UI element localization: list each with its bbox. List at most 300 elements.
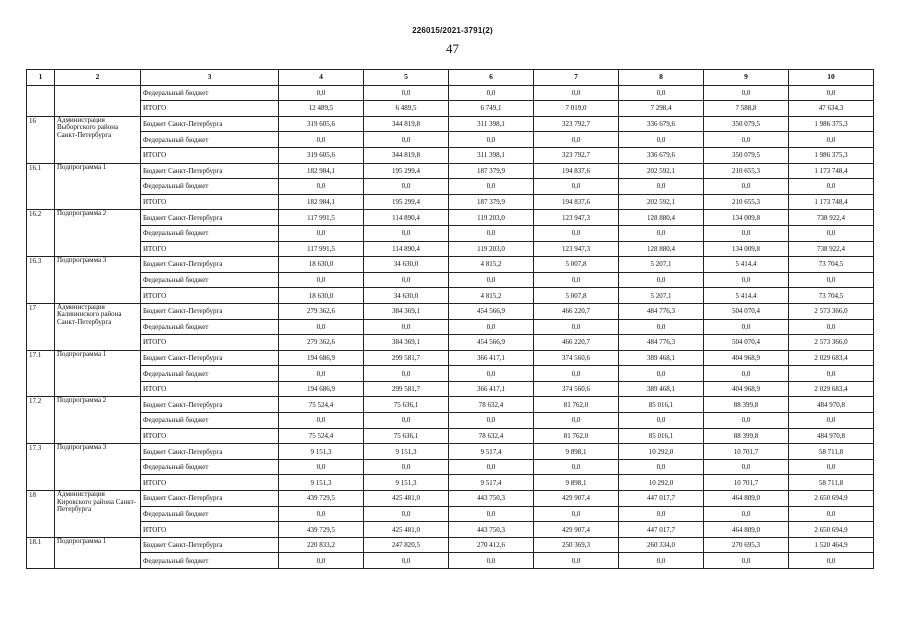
amount-cell: 194 686,9 <box>279 350 364 366</box>
amount-cell: 9 151,3 <box>279 444 364 460</box>
amount-cell: 119 203,0 <box>449 241 534 257</box>
amount-cell: 194 837,6 <box>534 163 619 179</box>
amount-cell: 464 809,0 <box>704 522 789 538</box>
amount-cell: 0,0 <box>279 506 364 522</box>
table-row <box>27 506 874 522</box>
amount-cell: 0,0 <box>619 506 704 522</box>
amount-cell: 0,0 <box>619 179 704 195</box>
amount-cell: 34 630,0 <box>364 257 449 273</box>
amount-cell: 0,0 <box>364 459 449 475</box>
amount-cell: 0,0 <box>619 319 704 335</box>
amount-cell: 0,0 <box>449 319 534 335</box>
amount-cell: 504 070,4 <box>704 335 789 351</box>
amount-cell: 0,0 <box>789 272 874 288</box>
amount-cell: 366 417,1 <box>449 381 534 397</box>
amount-cell: 5 414,4 <box>704 257 789 273</box>
item-name-cell: Подпрограмма 2 <box>55 210 141 257</box>
amount-cell: 5 007,8 <box>534 257 619 273</box>
amount-cell: 0,0 <box>364 179 449 195</box>
table-row <box>27 241 874 257</box>
amount-cell: 10 292,0 <box>619 444 704 460</box>
funding-source-cell: Бюджет Санкт-Петербурга <box>141 163 279 179</box>
amount-cell: 279 362,6 <box>279 303 364 319</box>
amount-cell: 58 711,8 <box>789 444 874 460</box>
table-row <box>27 179 874 195</box>
column-number-header-row <box>27 70 874 86</box>
funding-source-cell: Федеральный бюджет <box>141 553 279 569</box>
amount-cell: 447 017,7 <box>619 522 704 538</box>
amount-cell: 0,0 <box>364 272 449 288</box>
amount-cell: 0,0 <box>449 366 534 382</box>
amount-cell: 78 632,4 <box>449 397 534 413</box>
amount-cell: 81 762,0 <box>534 428 619 444</box>
amount-cell: 350 079,5 <box>704 147 789 163</box>
funding-source-cell: Федеральный бюджет <box>141 413 279 429</box>
amount-cell: 0,0 <box>534 272 619 288</box>
amount-cell: 0,0 <box>534 459 619 475</box>
amount-cell: 0,0 <box>279 85 364 101</box>
amount-cell: 5 207,1 <box>619 257 704 273</box>
amount-cell: 2 650 694,9 <box>789 522 874 538</box>
funding-source-cell: Федеральный бюджет <box>141 459 279 475</box>
amount-cell: 0,0 <box>619 225 704 241</box>
amount-cell: 0,0 <box>364 366 449 382</box>
funding-source-cell: ИТОГО <box>141 241 279 257</box>
amount-cell: 311 398,1 <box>449 116 534 132</box>
table-row <box>27 85 874 101</box>
amount-cell: 0,0 <box>279 413 364 429</box>
amount-cell: 10 292,0 <box>619 475 704 491</box>
amount-cell: 439 729,5 <box>279 491 364 507</box>
amount-cell: 384 369,1 <box>364 335 449 351</box>
amount-cell: 75 636,1 <box>364 428 449 444</box>
item-name-cell: Администрация Кировского района Санкт-Петербурга <box>55 491 141 538</box>
amount-cell: 0,0 <box>619 413 704 429</box>
amount-cell: 484 776,3 <box>619 303 704 319</box>
amount-cell: 0,0 <box>789 85 874 101</box>
funding-source-cell: ИТОГО <box>141 428 279 444</box>
amount-cell: 210 655,3 <box>704 194 789 210</box>
amount-cell: 0,0 <box>449 553 534 569</box>
amount-cell: 202 592,1 <box>619 163 704 179</box>
amount-cell: 123 947,3 <box>534 210 619 226</box>
table-row <box>27 537 874 553</box>
amount-cell: 47 634,3 <box>789 101 874 117</box>
funding-source-cell: Бюджет Санкт-Петербурга <box>141 444 279 460</box>
column-header: 10 <box>789 70 874 86</box>
item-number-cell: 17 <box>27 303 55 350</box>
page-number: 47 <box>446 41 459 56</box>
amount-cell: 311 398,1 <box>449 147 534 163</box>
table-row <box>27 366 874 382</box>
table-row <box>27 522 874 538</box>
amount-cell: 18 630,0 <box>279 288 364 304</box>
funding-source-cell: ИТОГО <box>141 194 279 210</box>
amount-cell: 319 605,6 <box>279 116 364 132</box>
amount-cell: 0,0 <box>704 319 789 335</box>
amount-cell: 128 880,4 <box>619 241 704 257</box>
amount-cell: 504 070,4 <box>704 303 789 319</box>
funding-source-cell: Бюджет Санкт-Петербурга <box>141 350 279 366</box>
amount-cell: 0,0 <box>364 413 449 429</box>
amount-cell: 0,0 <box>449 506 534 522</box>
amount-cell: 0,0 <box>364 553 449 569</box>
funding-source-cell: Бюджет Санкт-Петербурга <box>141 303 279 319</box>
amount-cell: 9 151,3 <box>364 475 449 491</box>
amount-cell: 4 815,2 <box>449 257 534 273</box>
item-name-cell: Подпрограмма 2 <box>55 397 141 444</box>
amount-cell: 484 776,3 <box>619 335 704 351</box>
funding-source-cell: Федеральный бюджет <box>141 132 279 148</box>
amount-cell: 0,0 <box>789 366 874 382</box>
funding-source-cell: Федеральный бюджет <box>141 225 279 241</box>
amount-cell: 0,0 <box>704 459 789 475</box>
table-row <box>27 132 874 148</box>
amount-cell: 0,0 <box>619 553 704 569</box>
amount-cell: 2 573 366,0 <box>789 303 874 319</box>
amount-cell: 0,0 <box>279 272 364 288</box>
amount-cell: 7 019,0 <box>534 101 619 117</box>
amount-cell: 9 898,1 <box>534 444 619 460</box>
amount-cell: 78 632,4 <box>449 428 534 444</box>
table-row <box>27 428 874 444</box>
funding-source-cell: ИТОГО <box>141 101 279 117</box>
amount-cell: 134 009,8 <box>704 241 789 257</box>
item-number-cell: 17.1 <box>27 350 55 397</box>
amount-cell: 210 655,3 <box>704 163 789 179</box>
table-row <box>27 459 874 475</box>
amount-cell: 466 220,7 <box>534 303 619 319</box>
amount-cell: 0,0 <box>789 225 874 241</box>
amount-cell: 454 566,9 <box>449 303 534 319</box>
amount-cell: 7 588,8 <box>704 101 789 117</box>
amount-cell: 9 151,3 <box>364 444 449 460</box>
amount-cell: 250 369,3 <box>534 537 619 553</box>
item-name-cell: Подпрограмма 3 <box>55 257 141 304</box>
amount-cell: 0,0 <box>704 179 789 195</box>
funding-source-cell: ИТОГО <box>141 335 279 351</box>
funding-source-cell: ИТОГО <box>141 147 279 163</box>
amount-cell: 1 986 375,3 <box>789 147 874 163</box>
amount-cell: 2 573 366,0 <box>789 335 874 351</box>
amount-cell: 85 016,1 <box>619 428 704 444</box>
amount-cell: 81 762,0 <box>534 397 619 413</box>
amount-cell: 0,0 <box>279 319 364 335</box>
amount-cell: 9 898,1 <box>534 475 619 491</box>
amount-cell: 443 750,3 <box>449 522 534 538</box>
amount-cell: 0,0 <box>534 132 619 148</box>
amount-cell: 117 991,5 <box>279 210 364 226</box>
column-header: 5 <box>364 70 449 86</box>
amount-cell: 0,0 <box>364 85 449 101</box>
amount-cell: 0,0 <box>449 413 534 429</box>
amount-cell: 0,0 <box>534 413 619 429</box>
column-header: 9 <box>704 70 789 86</box>
amount-cell: 10 701,7 <box>704 444 789 460</box>
amount-cell: 0,0 <box>279 459 364 475</box>
funding-source-cell: Федеральный бюджет <box>141 319 279 335</box>
funding-source-cell: Федеральный бюджет <box>141 179 279 195</box>
funding-source-cell: ИТОГО <box>141 381 279 397</box>
funding-source-cell: ИТОГО <box>141 475 279 491</box>
amount-cell: 0,0 <box>364 319 449 335</box>
amount-cell: 195 299,4 <box>364 163 449 179</box>
amount-cell: 429 907,4 <box>534 522 619 538</box>
table-row <box>27 475 874 491</box>
amount-cell: 1 173 748,4 <box>789 163 874 179</box>
amount-cell: 195 299,4 <box>364 194 449 210</box>
amount-cell: 0,0 <box>619 272 704 288</box>
amount-cell: 0,0 <box>704 225 789 241</box>
amount-cell: 73 704,5 <box>789 257 874 273</box>
amount-cell: 75 524,4 <box>279 428 364 444</box>
amount-cell: 187 379,9 <box>449 194 534 210</box>
amount-cell: 443 750,3 <box>449 491 534 507</box>
item-number-cell: 18 <box>27 491 55 538</box>
amount-cell: 0,0 <box>279 366 364 382</box>
amount-cell: 1 986 375,3 <box>789 116 874 132</box>
item-number-cell: 17.2 <box>27 397 55 444</box>
amount-cell: 0,0 <box>534 553 619 569</box>
amount-cell: 0,0 <box>704 132 789 148</box>
amount-cell: 439 729,5 <box>279 522 364 538</box>
amount-cell: 0,0 <box>789 413 874 429</box>
column-header: 3 <box>141 70 279 86</box>
amount-cell: 344 819,8 <box>364 147 449 163</box>
amount-cell: 484 970,8 <box>789 428 874 444</box>
amount-cell: 738 922,4 <box>789 241 874 257</box>
funding-source-cell: ИТОГО <box>141 522 279 538</box>
funding-source-cell: Федеральный бюджет <box>141 506 279 522</box>
amount-cell: 12 489,5 <box>279 101 364 117</box>
item-name-cell: Подпрограмма 1 <box>55 163 141 210</box>
amount-cell: 0,0 <box>279 179 364 195</box>
table-row <box>27 116 874 132</box>
amount-cell: 75 636,1 <box>364 397 449 413</box>
item-name-cell: Подпрограмма 1 <box>55 350 141 397</box>
item-number-cell: 16.2 <box>27 210 55 257</box>
amount-cell: 344 819,8 <box>364 116 449 132</box>
table-row <box>27 303 874 319</box>
amount-cell: 128 880,4 <box>619 210 704 226</box>
amount-cell: 134 009,8 <box>704 210 789 226</box>
amount-cell: 5 207,1 <box>619 288 704 304</box>
item-name-cell <box>55 85 141 116</box>
amount-cell: 0,0 <box>789 506 874 522</box>
item-number-cell: 16.3 <box>27 257 55 304</box>
amount-cell: 0,0 <box>449 225 534 241</box>
funding-source-cell: Бюджет Санкт-Петербурга <box>141 210 279 226</box>
amount-cell: 389 468,1 <box>619 350 704 366</box>
amount-cell: 0,0 <box>704 553 789 569</box>
amount-cell: 0,0 <box>449 132 534 148</box>
column-header: 2 <box>55 70 141 86</box>
amount-cell: 117 991,5 <box>279 241 364 257</box>
amount-cell: 299 581,7 <box>364 350 449 366</box>
amount-cell: 194 837,6 <box>534 194 619 210</box>
amount-cell: 194 686,9 <box>279 381 364 397</box>
amount-cell: 319 605,6 <box>279 147 364 163</box>
table-row <box>27 225 874 241</box>
amount-cell: 114 890,4 <box>364 210 449 226</box>
amount-cell: 374 560,6 <box>534 350 619 366</box>
column-header: 8 <box>619 70 704 86</box>
amount-cell: 0,0 <box>789 459 874 475</box>
amount-cell: 0,0 <box>534 366 619 382</box>
amount-cell: 404 968,9 <box>704 350 789 366</box>
amount-cell: 119 203,0 <box>449 210 534 226</box>
amount-cell: 384 369,1 <box>364 303 449 319</box>
amount-cell: 9 517,4 <box>449 475 534 491</box>
amount-cell: 9 151,3 <box>279 475 364 491</box>
table-row <box>27 288 874 304</box>
funding-source-cell: Федеральный бюджет <box>141 85 279 101</box>
amount-cell: 58 711,8 <box>789 475 874 491</box>
amount-cell: 0,0 <box>704 413 789 429</box>
amount-cell: 88 399,8 <box>704 397 789 413</box>
amount-cell: 0,0 <box>789 553 874 569</box>
amount-cell: 0,0 <box>534 179 619 195</box>
funding-source-cell: ИТОГО <box>141 288 279 304</box>
amount-cell: 0,0 <box>619 459 704 475</box>
amount-cell: 0,0 <box>704 506 789 522</box>
item-number-cell: 16 <box>27 116 55 163</box>
amount-cell: 366 417,1 <box>449 350 534 366</box>
table-row <box>27 491 874 507</box>
amount-cell: 270 412,6 <box>449 537 534 553</box>
amount-cell: 6 489,5 <box>364 101 449 117</box>
item-name-cell: Подпрограмма 3 <box>55 444 141 491</box>
amount-cell: 2 650 694,9 <box>789 491 874 507</box>
amount-cell: 1 520 464,9 <box>789 537 874 553</box>
amount-cell: 454 566,9 <box>449 335 534 351</box>
amount-cell: 1 173 748,4 <box>789 194 874 210</box>
amount-cell: 389 468,1 <box>619 381 704 397</box>
table-row <box>27 335 874 351</box>
table-row <box>27 147 874 163</box>
amount-cell: 0,0 <box>449 85 534 101</box>
funding-source-cell: Бюджет Санкт-Петербурга <box>141 257 279 273</box>
document-registration-number: 226015/2021-3791(2) <box>412 26 493 35</box>
column-header: 6 <box>449 70 534 86</box>
table-row <box>27 194 874 210</box>
funding-source-cell: Бюджет Санкт-Петербурга <box>141 116 279 132</box>
amount-cell: 336 679,6 <box>619 116 704 132</box>
amount-cell: 0,0 <box>279 225 364 241</box>
amount-cell: 0,0 <box>619 85 704 101</box>
amount-cell: 0,0 <box>789 132 874 148</box>
amount-cell: 0,0 <box>534 85 619 101</box>
amount-cell: 0,0 <box>789 179 874 195</box>
item-name-cell: Администрация Выборгского района Санкт-Петербурга <box>55 116 141 163</box>
amount-cell: 34 630,0 <box>364 288 449 304</box>
table-row <box>27 257 874 273</box>
amount-cell: 202 592,1 <box>619 194 704 210</box>
amount-cell: 299 581,7 <box>364 381 449 397</box>
table-row <box>27 553 874 569</box>
amount-cell: 0,0 <box>449 459 534 475</box>
amount-cell: 10 701,7 <box>704 475 789 491</box>
amount-cell: 404 968,9 <box>704 381 789 397</box>
amount-cell: 466 220,7 <box>534 335 619 351</box>
amount-cell: 0,0 <box>619 366 704 382</box>
amount-cell: 123 947,3 <box>534 241 619 257</box>
amount-cell: 484 970,8 <box>789 397 874 413</box>
amount-cell: 5 414,4 <box>704 288 789 304</box>
amount-cell: 429 907,4 <box>534 491 619 507</box>
amount-cell: 2 029 683,4 <box>789 350 874 366</box>
amount-cell: 88 399,8 <box>704 428 789 444</box>
amount-cell: 18 630,0 <box>279 257 364 273</box>
amount-cell: 323 792,7 <box>534 116 619 132</box>
amount-cell: 336 679,6 <box>619 147 704 163</box>
funding-source-cell: Бюджет Санкт-Петербурга <box>141 537 279 553</box>
amount-cell: 323 792,7 <box>534 147 619 163</box>
amount-cell: 0,0 <box>279 132 364 148</box>
item-name-cell: Администрация Калининского района Санкт-Петербурга <box>55 303 141 350</box>
amount-cell: 182 984,1 <box>279 163 364 179</box>
amount-cell: 4 815,2 <box>449 288 534 304</box>
column-header: 7 <box>534 70 619 86</box>
amount-cell: 5 007,8 <box>534 288 619 304</box>
amount-cell: 0,0 <box>789 319 874 335</box>
amount-cell: 0,0 <box>534 225 619 241</box>
table-row <box>27 101 874 117</box>
amount-cell: 0,0 <box>449 179 534 195</box>
amount-cell: 6 749,1 <box>449 101 534 117</box>
table-body <box>27 70 874 569</box>
amount-cell: 220 833,2 <box>279 537 364 553</box>
amount-cell: 425 481,0 <box>364 522 449 538</box>
table-row <box>27 444 874 460</box>
amount-cell: 350 079,5 <box>704 116 789 132</box>
amount-cell: 260 334,0 <box>619 537 704 553</box>
funding-source-cell: Бюджет Санкт-Петербурга <box>141 397 279 413</box>
amount-cell: 0,0 <box>619 132 704 148</box>
table-row <box>27 272 874 288</box>
item-name-cell: Подпрограмма 1 <box>55 537 141 568</box>
amount-cell: 0,0 <box>704 85 789 101</box>
amount-cell: 0,0 <box>704 272 789 288</box>
amount-cell: 0,0 <box>279 553 364 569</box>
item-number-cell: 17.3 <box>27 444 55 491</box>
amount-cell: 75 524,4 <box>279 397 364 413</box>
amount-cell: 0,0 <box>534 506 619 522</box>
amount-cell: 738 922,4 <box>789 210 874 226</box>
amount-cell: 464 809,0 <box>704 491 789 507</box>
amount-cell: 374 560,6 <box>534 381 619 397</box>
amount-cell: 279 362,6 <box>279 335 364 351</box>
funding-source-cell: Федеральный бюджет <box>141 272 279 288</box>
amount-cell: 2 029 683,4 <box>789 381 874 397</box>
funding-source-cell: Федеральный бюджет <box>141 366 279 382</box>
amount-cell: 114 890,4 <box>364 241 449 257</box>
amount-cell: 187 379,9 <box>449 163 534 179</box>
table-row <box>27 397 874 413</box>
amount-cell: 0,0 <box>364 506 449 522</box>
amount-cell: 0,0 <box>364 225 449 241</box>
amount-cell: 270 695,3 <box>704 537 789 553</box>
amount-cell: 7 298,4 <box>619 101 704 117</box>
amount-cell: 0,0 <box>449 272 534 288</box>
amount-cell: 447 017,7 <box>619 491 704 507</box>
amount-cell: 85 016,1 <box>619 397 704 413</box>
table-row <box>27 210 874 226</box>
budget-table <box>26 69 874 569</box>
amount-cell: 9 517,4 <box>449 444 534 460</box>
amount-cell: 247 820,5 <box>364 537 449 553</box>
column-header: 1 <box>27 70 55 86</box>
